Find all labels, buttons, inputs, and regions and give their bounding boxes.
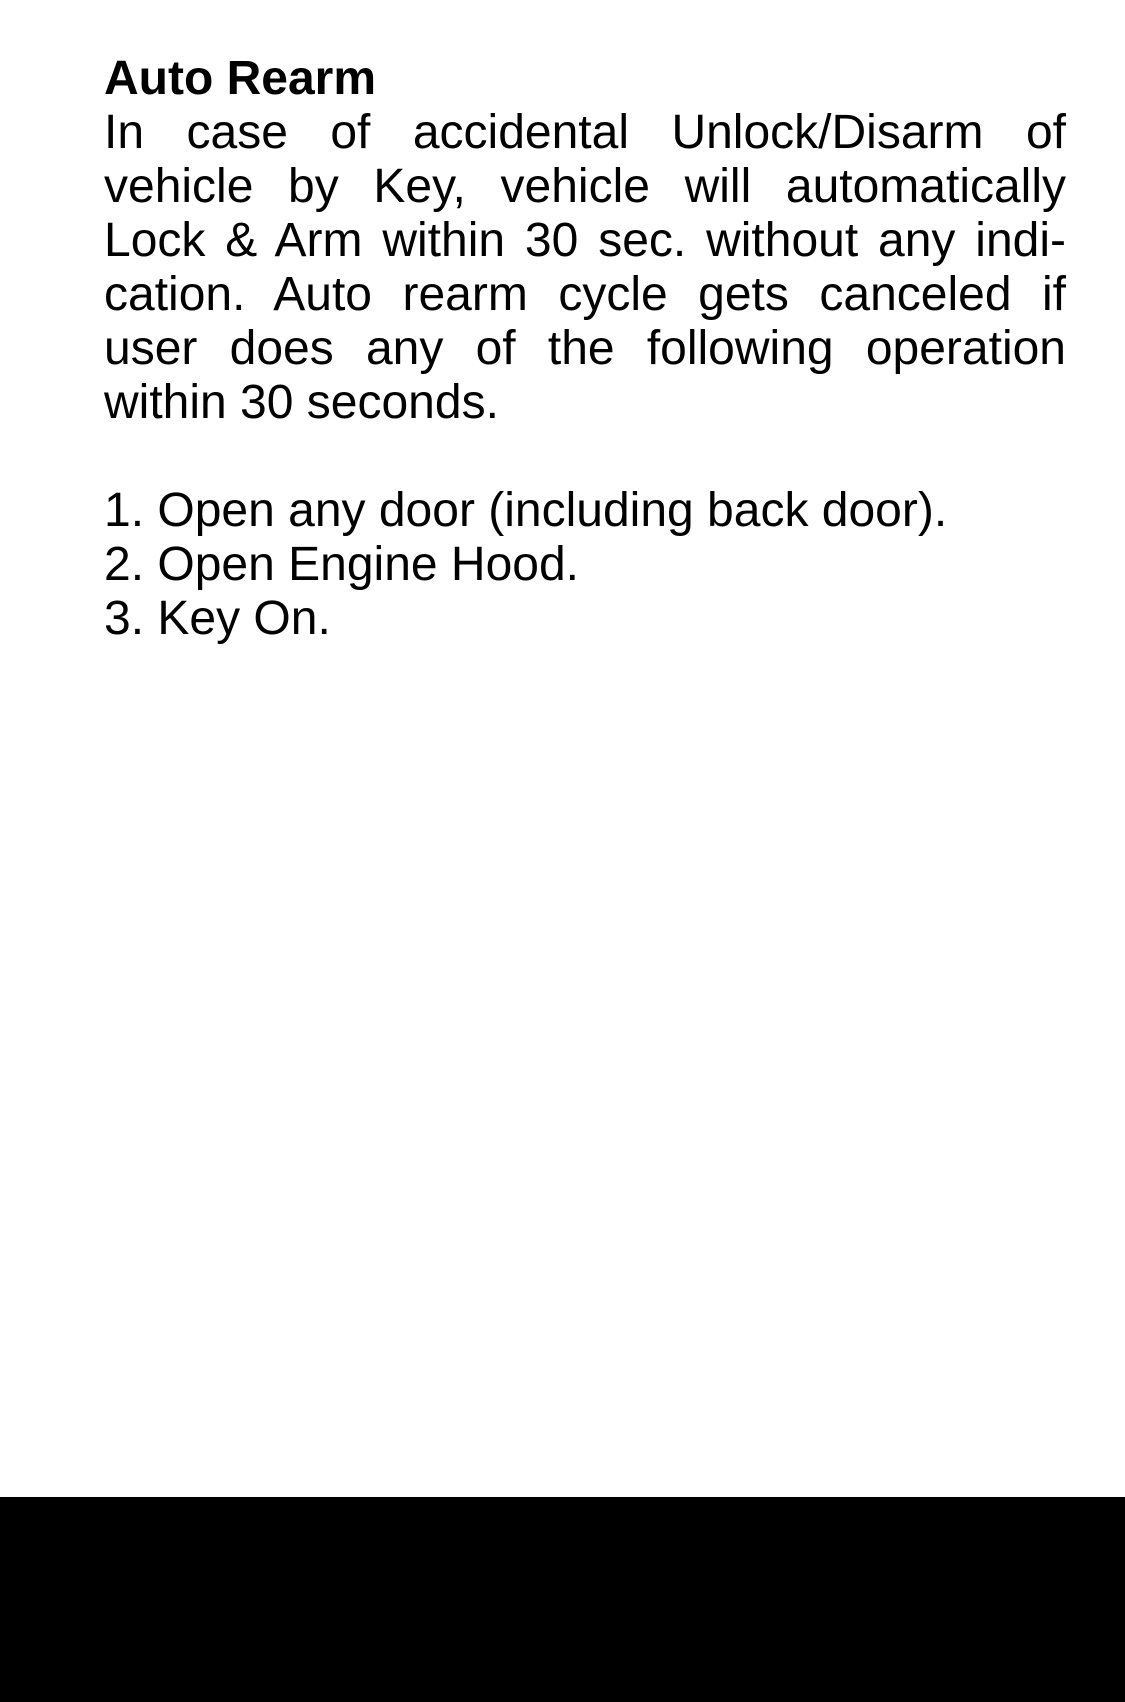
- list-item: 1. Open any door (including back door).: [104, 484, 948, 537]
- list-item: 3. Key On.: [104, 592, 331, 645]
- list-item: 2. Open Engine Hood.: [104, 538, 580, 591]
- section-heading: Auto Rearm: [104, 52, 377, 105]
- section-body: In case of accidental Unlock/Disarm of vehicle by Key, vehicle will automatically Lock & Arm within 30 sec. without any indication. Auto rearm cycle gets canceled if user does any of the following operation within 30 seconds.: [104, 106, 1066, 429]
- document-content: [104, 52, 1066, 646]
- bottom-black-bar: [0, 1497, 1125, 1702]
- cancel-steps-list: [104, 484, 1066, 646]
